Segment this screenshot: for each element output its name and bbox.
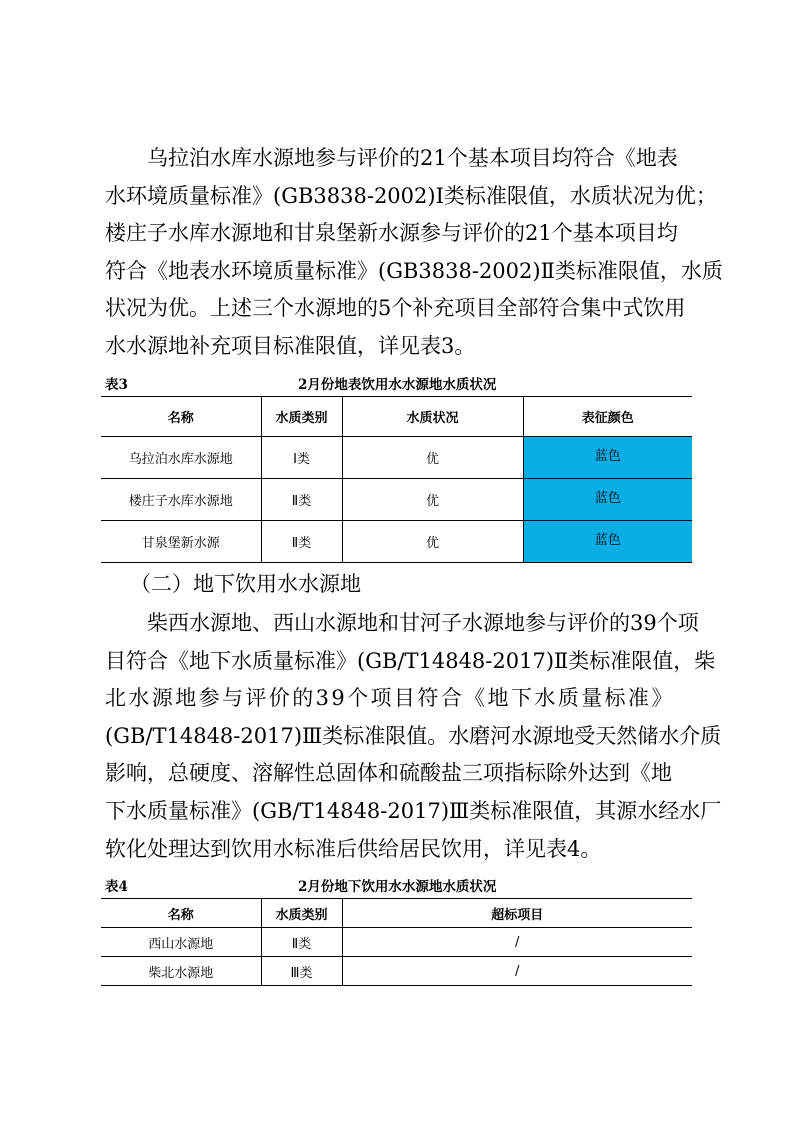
cell-class: Ⅱ类 — [261, 479, 342, 521]
header-exceed: 超标项目 — [342, 899, 692, 928]
text-line: 柴西水源地、西山水源地和甘河子水源地参与评价的39个项 — [147, 611, 699, 635]
table4-title: 2月份地下饮用水水源地水质状况 — [298, 879, 497, 895]
cell-exceed: / — [342, 928, 692, 957]
header-name: 名称 — [167, 907, 194, 923]
cell-color: 蓝色 — [523, 437, 692, 479]
text-line: (GB/T14848-2017)Ⅲ类标准限值。水磨河水源地受天然储水介质 — [105, 723, 722, 748]
header-color: 表征颜色 — [523, 397, 692, 437]
cell-class: Ⅰ类 — [261, 437, 342, 479]
table-row — [101, 928, 692, 957]
paragraph-surface-water — [105, 140, 723, 366]
text-line: 影响，总硬度、溶解性总固体和硫酸盐三项指标除外达到《地 — [105, 761, 672, 786]
cell-name: 甘泉堡新水源 — [141, 536, 220, 551]
cell-color: 蓝色 — [523, 479, 692, 521]
cell-name: 楼庄子水库水源地 — [128, 494, 233, 509]
table-row — [101, 521, 692, 563]
table-row — [101, 437, 692, 479]
text-line: 北水源地参与评价的39个项目符合《地下水质量标准》 — [105, 686, 675, 711]
table-header-row — [101, 899, 692, 928]
text-line: 下水质量标准》(GB/T14848-2017)Ⅲ类标准限值，其源水经水厂 — [105, 798, 722, 823]
cell-name: 柴北水源地 — [148, 965, 214, 981]
text-line: 目符合《地下水质量标准》(GB/T14848-2017)Ⅱ类标准限值，柴 — [105, 648, 716, 673]
paragraph-groundwater — [105, 605, 722, 868]
cell-status: 优 — [342, 521, 523, 563]
cell-class: Ⅲ类 — [261, 957, 342, 986]
cell-color: 蓝色 — [523, 521, 692, 563]
cell-class: Ⅱ类 — [261, 521, 342, 563]
cell-exceed: / — [342, 957, 692, 986]
section-heading: （二）地下饮用水水源地 — [130, 572, 361, 596]
table3 — [101, 396, 692, 563]
text-line: 状况为优。上述三个水源地的5个补充项目全部符合集中式饮用 — [105, 296, 686, 321]
header-class: 水质类别 — [261, 899, 342, 928]
cell-name: 西山水源地 — [148, 936, 214, 952]
cell-class: Ⅱ类 — [261, 928, 342, 957]
table-row — [101, 957, 692, 986]
text-line: 水水源地补充项目标准限值，详见表3。 — [105, 333, 476, 358]
table-header-row — [101, 397, 692, 437]
cell-name: 乌拉泊水库水源地 — [128, 452, 233, 467]
table4-label: 表4 — [105, 879, 128, 895]
table-row — [101, 479, 692, 521]
text-line: 乌拉泊水库水源地参与评价的21个基本项目均符合《地表 — [147, 146, 678, 170]
cell-status: 优 — [342, 437, 523, 479]
text-line: 水环境质量标准》(GB3838-2002)Ⅰ类标准限值，水质状况为优； — [105, 183, 717, 208]
header-name: 名称 — [167, 411, 194, 426]
header-class: 水质类别 — [261, 397, 342, 437]
header-status: 水质状况 — [342, 397, 523, 437]
table3-label: 表3 — [105, 377, 128, 393]
text-line: 软化处理达到饮用水标准后供给居民饮用，详见表4。 — [105, 836, 602, 861]
text-line: 楼庄子水库水源地和甘泉堡新水源参与评价的21个基本项目均 — [105, 221, 678, 246]
table3-title: 2月份地表饮用水水源地水质状况 — [298, 377, 497, 393]
table4 — [101, 898, 692, 986]
text-line: 符合《地表水环境质量标准》(GB3838-2002)Ⅱ类标准限值，水质 — [105, 258, 723, 283]
cell-status: 优 — [342, 479, 523, 521]
